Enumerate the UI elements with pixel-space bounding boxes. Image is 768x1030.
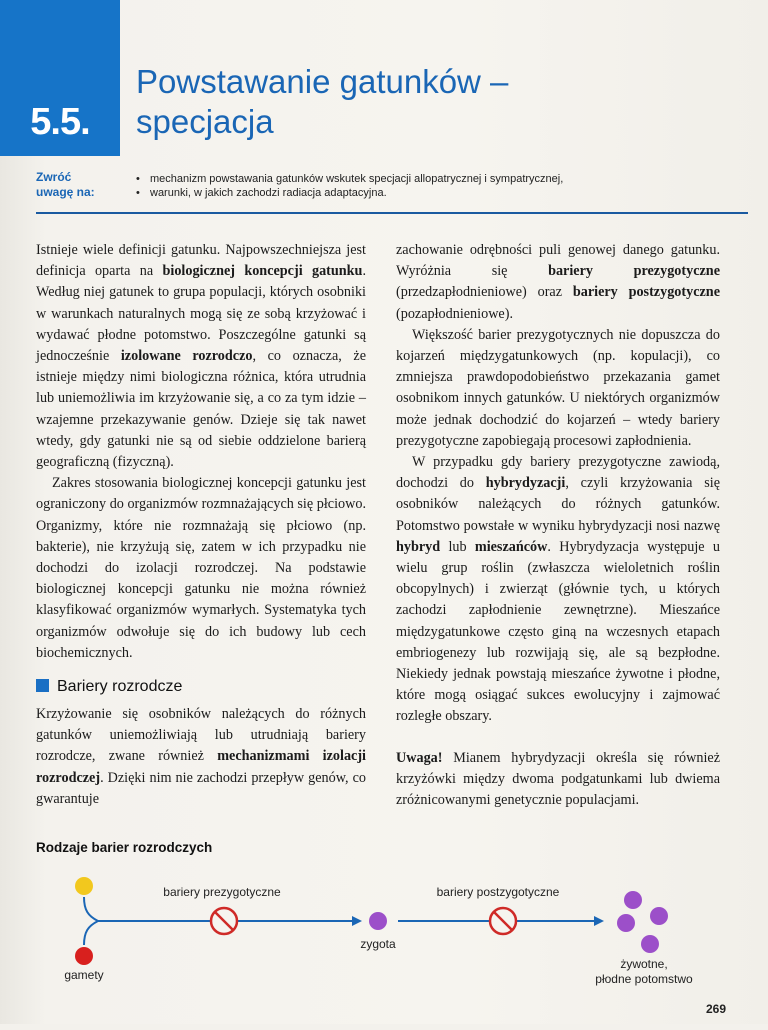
diagram-title: Rodzaje barier rozrodczych bbox=[36, 840, 213, 855]
paragraph-barrier-types: zachowanie odrębności puli genowej danego gatunku. Wyróżnia się bariery prezygotyczne (przedzapłodnieniowe) oraz bariery postzygotyczne (pozapłodnieniowe). bbox=[396, 242, 720, 322]
prohibition-icon bbox=[211, 908, 237, 934]
title-line-2: specjacja bbox=[136, 103, 274, 140]
gamete-red-icon bbox=[75, 947, 93, 965]
arrowhead-postzygotic bbox=[594, 916, 604, 926]
subheading-reproductive-barriers: Bariery rozrodcze bbox=[36, 676, 366, 698]
paragraph-species-definition: Istnieje wiele definicji gatunku. Najpowszechniejsza jest definicja oparta na biologicznej koncepcji gatunku. Według niej gatunek to grupa populacji, których osobniki w warunkach naturalnych mogą się ze sobą krzyżować i wydawać płodne potomstwo. Poszczególne gatunki są jednocześnie izolowane rozrodczo, co oznacza, że istnieje między nimi biologiczna różnica, która utrudnia lub uniemożliwia im krzyżowanie się, a co za tym idzie – wzajemne przekazywanie genów. Dzieje się tak nawet wtedy, gdy gatunki nie są od siebie oddzielone barierą geograficzną (fizyczną). bbox=[36, 242, 366, 471]
note-paragraph: Uwaga! Mianem hybrydyzacji określa się również krzyżówki między dwoma podgatunkami lub dwiema zróżnicowanymi genetycznie populacjami. bbox=[396, 749, 720, 809]
offspring-group-icon bbox=[617, 891, 668, 953]
square-bullet-icon bbox=[36, 679, 49, 692]
attention-item: • mechanizm powstawania gatunków wskutek specjacji allopatrycznej i sympatrycznej, bbox=[136, 172, 736, 186]
label-zygote: zygota bbox=[360, 937, 396, 951]
left-column bbox=[36, 240, 366, 810]
attention-item: • warunki, w jakich zachodzi radiacja adaptacyjna. bbox=[136, 186, 736, 200]
attention-label-line-1: Zwróć bbox=[36, 170, 72, 184]
prohibition-icon bbox=[490, 908, 516, 934]
paragraph-barriers-intro: Krzyżowanie się osobników należących do różnych gatunków uniemożliwiają lub utrudniają bariery rozrodcze, zwane również mechanizmami izolacji rozrodczej. Dzięki nim nie zachodzi przepływ genów, co gwarantuje bbox=[36, 706, 367, 807]
gamete-bracket bbox=[84, 897, 98, 945]
zygote-icon bbox=[369, 912, 387, 930]
section-number: 5.5. bbox=[30, 101, 90, 143]
label-offspring-line-1: żywotne, bbox=[620, 957, 668, 971]
label-gametes: gamety bbox=[64, 968, 104, 982]
title-line-1: Powstawanie gatunków – bbox=[136, 63, 509, 100]
label-prezygotic-barriers: bariery prezygotyczne bbox=[163, 885, 281, 899]
paragraph-hybridization: W przypadku gdy bariery prezygotyczne zawiodą, dochodzi do hybrydyzacji, czyli krzyżowania się osobników należących do różnych gatunków. Potomstwo powstałe w wyniku hybrydyzacji nosi nazwę hybryd lub mieszańców. Hybrydyzacja występuje u wielu grup roślin (zwłaszcza wieloletnich roślin obcopylnych) i zwierząt (głównie tych, u których zachodzi zapłodnienie zewnętrzne). Mieszańce międzygatunkowe często giną na wczesnych etapach embriogenezy lub rozwijają się, ale są bezpłodne. Niekiedy jednak powstają mieszańce żywotne i płodne, które mogą osiągać sukces ewolucyjny i zajmować rozległe obszary. bbox=[396, 454, 720, 725]
arrowhead-prezygotic bbox=[352, 916, 362, 926]
right-column bbox=[396, 240, 720, 811]
attention-label-line-2: uwagę na: bbox=[36, 185, 95, 199]
page-title bbox=[136, 62, 736, 142]
label-offspring-line-2: płodne potomstwo bbox=[595, 972, 693, 986]
attention-list bbox=[136, 172, 736, 200]
paragraph-prezygotic: Większość barier prezygotycznych nie dopuszcza do kojarzeń międzygatunkowych (np. kopulacji), co zmniejsza prawdopodobieństwo przekazania gamet osobnikom innych gatunków. U niektórych organizmów może jednak dochodzić do kojarzeń – wtedy bariery prezygotyczne zapobiegają procesowi zapłodnienia. bbox=[396, 326, 720, 449]
reproductive-barriers-diagram bbox=[0, 860, 768, 1030]
attention-label bbox=[36, 170, 126, 200]
gamete-yellow-icon bbox=[75, 877, 93, 895]
paragraph-concept-scope: Zakres stosowania biologicznej koncepcji gatunku jest ograniczony do organizmów rozmnażających się płciowo. Organizmy, które nie rozmnażają się płciowo (np. bakterie), nie krzyżują się, zatem w ich przypadku nie dochodzi do izolacji rozrodczej. Na podstawie biologicznej koncepcji gatunku nie można również klasyfikować organizmów wymarłych. Systematyka tych organizmów odwołuje się do ich budowy lub cech biochemicznych. bbox=[36, 475, 366, 661]
label-postzygotic-barriers: bariery postzygotyczne bbox=[436, 885, 560, 899]
header-divider bbox=[36, 212, 748, 214]
page-number: 269 bbox=[706, 1002, 727, 1016]
